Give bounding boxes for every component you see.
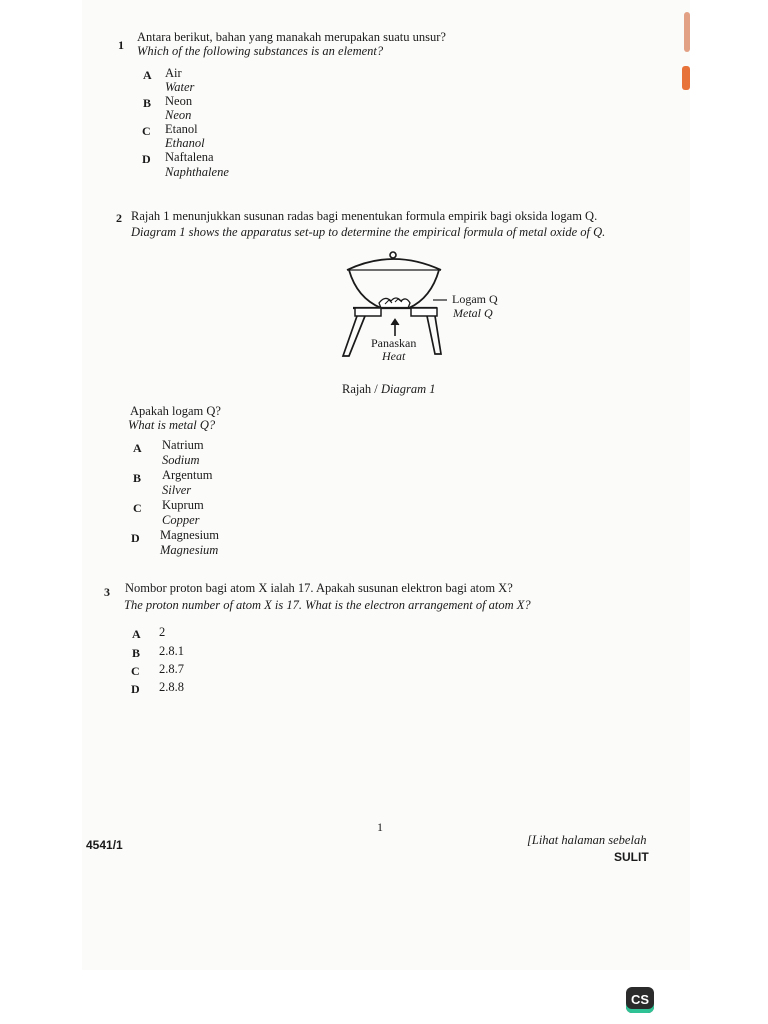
diagram-caption-english: Diagram 1	[381, 382, 436, 396]
next-page-note: [Lihat halaman sebelah	[527, 833, 647, 847]
diagram-1-apparatus	[335, 248, 515, 368]
question-number: 3	[104, 585, 110, 599]
option-letter: C	[133, 501, 142, 515]
option-text-malay: Air	[165, 66, 182, 80]
option-text-malay: Argentum	[162, 468, 213, 482]
option-letter: B	[133, 471, 142, 485]
option-text-malay: Naftalena	[165, 150, 214, 164]
camscanner-badge: CS	[626, 987, 654, 1013]
option-letter: A	[133, 441, 142, 455]
option-letter: A	[132, 627, 141, 641]
option-letter: D	[142, 152, 151, 166]
option-text-english: Copper	[162, 513, 200, 527]
option-text-malay: Magnesium	[160, 528, 220, 542]
option-text-malay: Kuprum	[162, 498, 204, 512]
diagram-label-heat-english: Heat	[382, 349, 406, 363]
option-letter: B	[143, 96, 152, 110]
question-stem-malay: Antara berikut, bahan yang manakah merupakan suatu unsur?	[137, 30, 446, 44]
option-text-english: Water	[165, 80, 195, 94]
option-text-english: Naphthalene	[165, 165, 229, 179]
question-stem-english: Diagram 1 shows the apparatus set-up to determine the empirical formula of metal oxide of Q.	[131, 225, 606, 239]
option-value: 2.8.8	[159, 680, 184, 694]
option-text-english: Magnesium	[160, 543, 219, 557]
question-stem-malay: Rajah 1 menunjukkan susunan radas bagi menentukan formula empirik bagi oksida logam Q.	[131, 209, 598, 223]
diagram-label-metal-english: Metal Q	[453, 306, 493, 320]
option-text-malay: Neon	[165, 94, 193, 108]
option-text-english: Neon	[165, 108, 192, 122]
question-stem-english: Which of the following substances is an element?	[137, 44, 384, 58]
diagram-caption-malay: Rajah /	[342, 382, 378, 396]
option-text-malay: Natrium	[162, 438, 204, 452]
question-number: 2	[116, 211, 122, 225]
option-text-english: Silver	[162, 483, 192, 497]
diagram-label-metal-malay: Logam Q	[452, 292, 498, 306]
option-text-malay: Etanol	[165, 122, 198, 136]
option-letter: B	[132, 646, 141, 660]
diagram-label-heat-malay: Panaskan	[371, 336, 417, 350]
question-stem-english: The proton number of atom X is 17. What is the electron arrangement of atom X?	[124, 598, 531, 612]
option-letter: C	[131, 664, 140, 678]
page-edge-mark	[684, 12, 690, 52]
option-text-english: Ethanol	[165, 136, 205, 150]
option-value: 2.8.7	[159, 662, 184, 676]
classification-label: SULIT	[614, 850, 649, 864]
option-letter: A	[143, 68, 152, 82]
question-number: 1	[118, 38, 124, 52]
option-letter: D	[131, 682, 140, 696]
page-edge-mark	[682, 66, 690, 90]
option-letter: C	[142, 124, 151, 138]
option-value: 2.8.1	[159, 644, 184, 658]
option-text-english: Sodium	[162, 453, 200, 467]
sub-question-malay: Apakah logam Q?	[130, 404, 221, 418]
paper-code: 4541/1	[86, 838, 123, 852]
question-stem-malay: Nombor proton bagi atom X ialah 17. Apakah susunan elektron bagi atom X?	[125, 581, 513, 595]
sub-question-english: What is metal Q?	[128, 418, 216, 432]
page-number: 1	[377, 820, 383, 834]
option-value: 2	[159, 625, 166, 639]
option-letter: D	[131, 531, 140, 545]
